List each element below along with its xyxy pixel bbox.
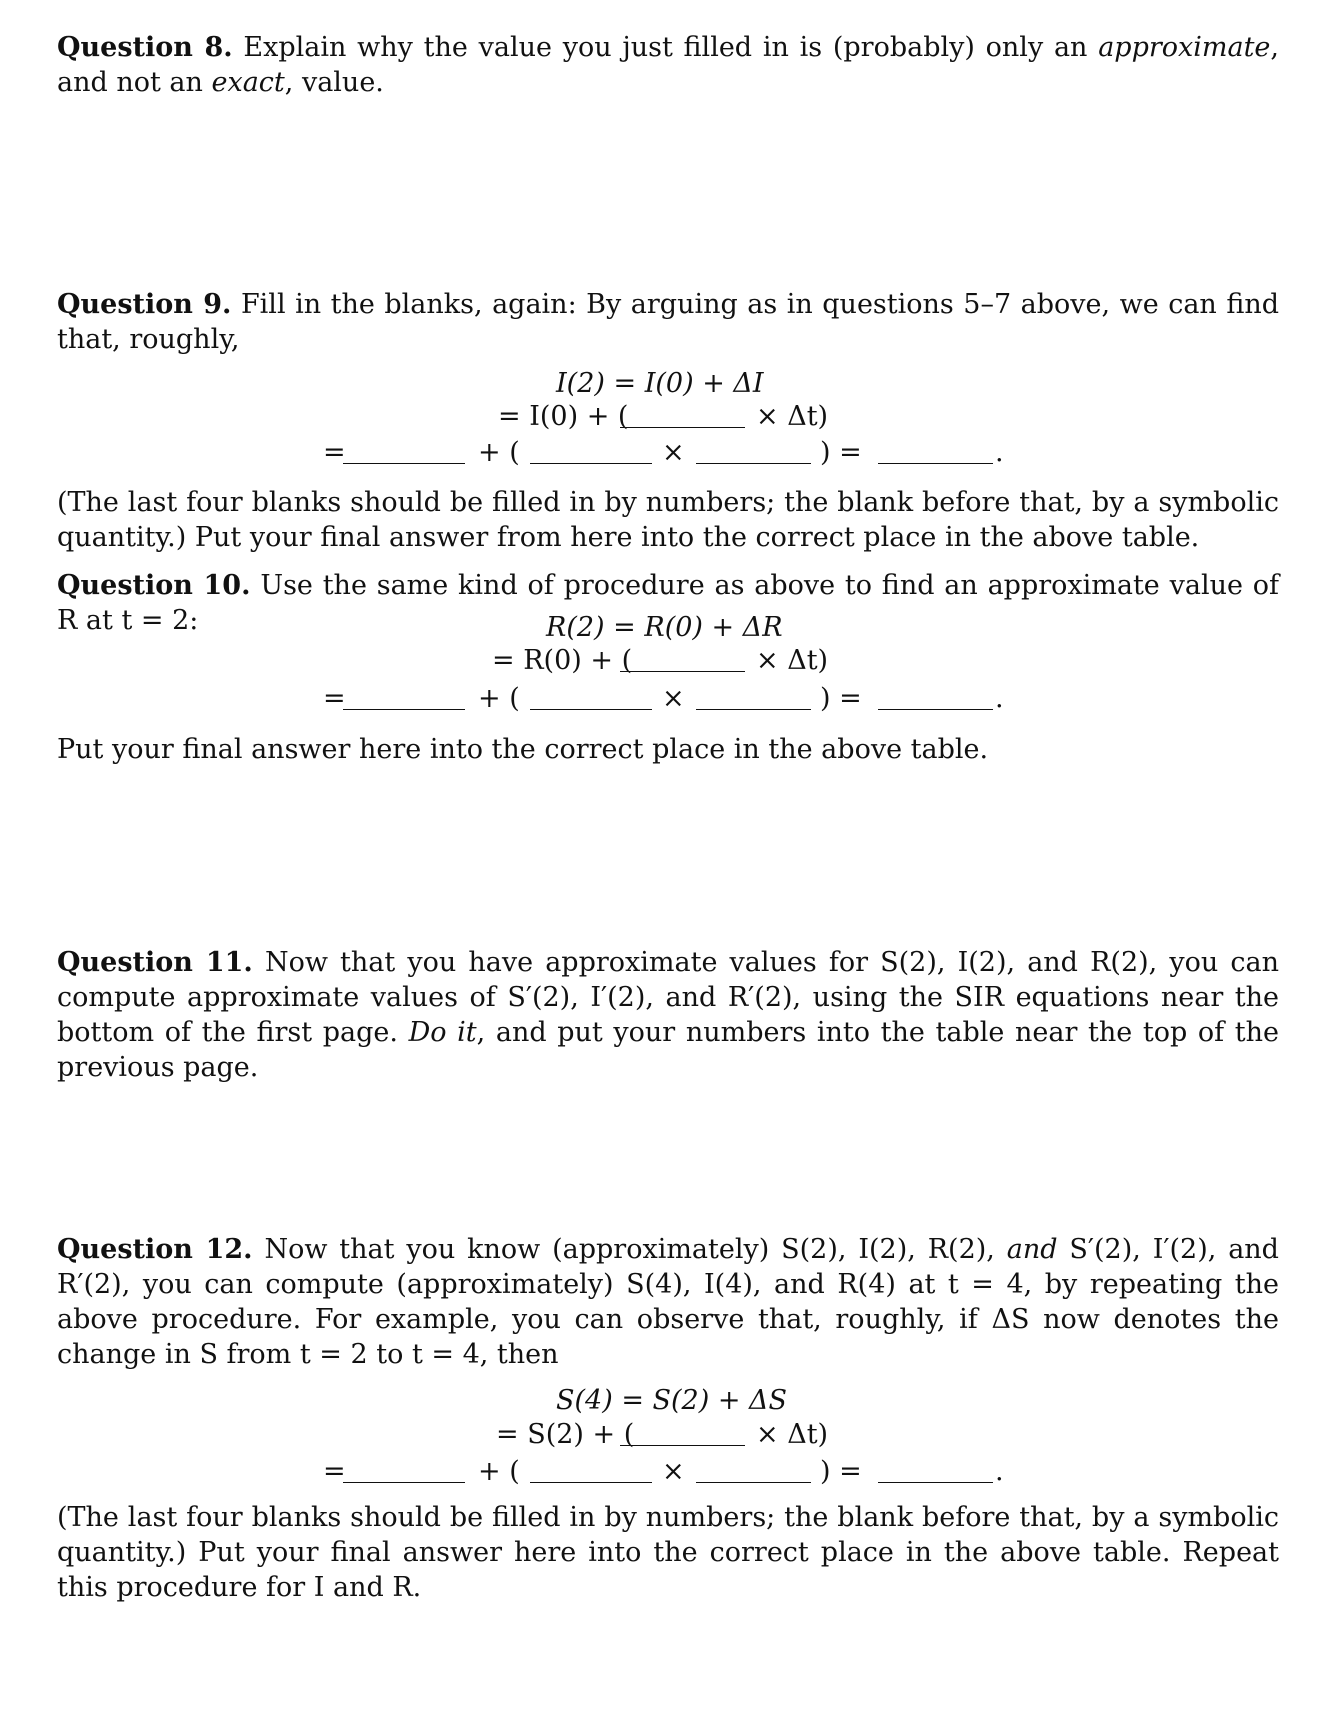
question-9-text: Fill in the blanks, again: By arguing as in questions 5–7 above, we can find that, roughly, — [57, 289, 1280, 355]
q9-blank-rate[interactable] — [620, 405, 745, 428]
question-12-label: Question 12. — [57, 1234, 253, 1265]
q12-eq-line3-dot: . — [995, 1456, 1004, 1487]
question-11 — [57, 945, 1279, 1085]
question-8-text-a: Explain why the value you just filled in is (probably) only an — [243, 32, 1099, 63]
q10-eq-line1: R(2) = R(0) + ΔR — [546, 612, 783, 643]
question-8-em-approximate: approximate — [1098, 32, 1271, 63]
q9-eq-line1: I(2) = I(0) + ΔI — [556, 368, 764, 399]
q9-eq-line3-close: ) = — [820, 437, 862, 468]
question-8-em-exact: exact — [211, 67, 285, 98]
q10-eq-line3-close: ) = — [820, 683, 862, 714]
question-8 — [57, 30, 1279, 100]
q10-blank-initial[interactable] — [343, 687, 465, 710]
question-10-label: Question 10. — [57, 570, 251, 601]
q9-eq-line3-times: × — [662, 437, 685, 468]
q10-blank-dt[interactable] — [696, 687, 811, 710]
q9-blank-dt[interactable] — [696, 441, 811, 464]
q12-blank-result[interactable] — [878, 1460, 993, 1483]
question-8-text-b: , and not an — [57, 32, 1279, 98]
q9-blank-result[interactable] — [878, 441, 993, 464]
q10-eq-line3-eq: = — [323, 683, 346, 714]
q9-eq-line3-eq: = — [323, 437, 346, 468]
q12-blank-rate[interactable] — [620, 1423, 745, 1446]
q12-eq-line2-rhs: × Δt) — [756, 1419, 829, 1450]
q10-blank-rate[interactable] — [620, 649, 745, 672]
q10-blank-result[interactable] — [878, 687, 993, 710]
question-9 — [57, 287, 1279, 357]
q9-eq-line3-plus: + ( — [478, 437, 520, 468]
q12-eq-line3-close: ) = — [820, 1456, 862, 1487]
question-8-label: Question 8. — [57, 32, 233, 63]
q12-blank-initial[interactable] — [343, 1460, 465, 1483]
question-10-note: Put your final answer here into the correct place in the above table. — [57, 734, 989, 765]
q10-eq-line3-times: × — [662, 683, 685, 714]
question-12-text-a: Now that you know (approximately) S(2), I(2), R(2), — [264, 1234, 1007, 1265]
question-9-label: Question 9. — [57, 289, 232, 320]
q10-eq-line3-dot: . — [995, 683, 1004, 714]
question-11-text-a: Now that you have approximate values for S(2), I(2), and R(2), you can compute approximate values of S′(2), I′(2), and R′(2), using the SIR equations near the bottom of the first page. — [57, 947, 1279, 1048]
q12-blank-dt[interactable] — [696, 1460, 811, 1483]
question-12-text-b: S′(2), I′(2), and R′(2), you can compute (approximately) S(4), I(4), and R(4) at t = 4, by repeating the above procedure. For example, you can observe that, roughly, if ΔS now denotes the change in S from t = 2 to t = 4, then — [57, 1234, 1279, 1370]
q10-eq-line2-rhs: × Δt) — [756, 645, 829, 676]
q12-eq-line3-times: × — [662, 1456, 685, 1487]
q9-blank-rate-value[interactable] — [530, 441, 652, 464]
question-12 — [57, 1232, 1279, 1372]
q12-eq-line1: S(4) = S(2) + ΔS — [556, 1385, 788, 1416]
question-10-text: Use the same kind of procedure as above to find an approximate value of R at t = 2: — [57, 570, 1279, 636]
question-12-note: (The last four blanks should be filled in by numbers; the blank before that, by a symbolic quantity.) Put your final answer here into the correct place in the above table. Repeat this procedure for I and R. — [57, 1502, 1279, 1603]
question-11-text-b: , and put your numbers into the table near the top of the previous page. — [57, 1017, 1279, 1083]
q12-eq-line3-eq: = — [323, 1456, 346, 1487]
question-11-label: Question 11. — [57, 947, 253, 978]
q12-eq-line3-plus: + ( — [478, 1456, 520, 1487]
question-8-text-c: , value. — [284, 67, 384, 98]
q9-eq-line2-lhs: = I(0) + ( — [498, 401, 629, 432]
q10-blank-rate-value[interactable] — [530, 687, 652, 710]
question-11-em: Do it — [408, 1017, 477, 1048]
q12-eq-line2-lhs: = S(2) + ( — [496, 1419, 635, 1450]
q9-eq-line2-rhs: × Δt) — [756, 401, 829, 432]
q10-eq-line3-plus: + ( — [478, 683, 520, 714]
question-9-note: (The last four blanks should be filled in by numbers; the blank before that, by a symbolic quantity.) Put your final answer from here into the correct place in the above table. — [57, 487, 1279, 553]
q12-blank-rate-value[interactable] — [530, 1460, 652, 1483]
q9-blank-initial[interactable] — [343, 441, 465, 464]
q10-eq-line2-lhs: = R(0) + ( — [492, 645, 633, 676]
q9-eq-line3-dot: . — [995, 437, 1004, 468]
question-12-em: and — [1006, 1234, 1058, 1265]
